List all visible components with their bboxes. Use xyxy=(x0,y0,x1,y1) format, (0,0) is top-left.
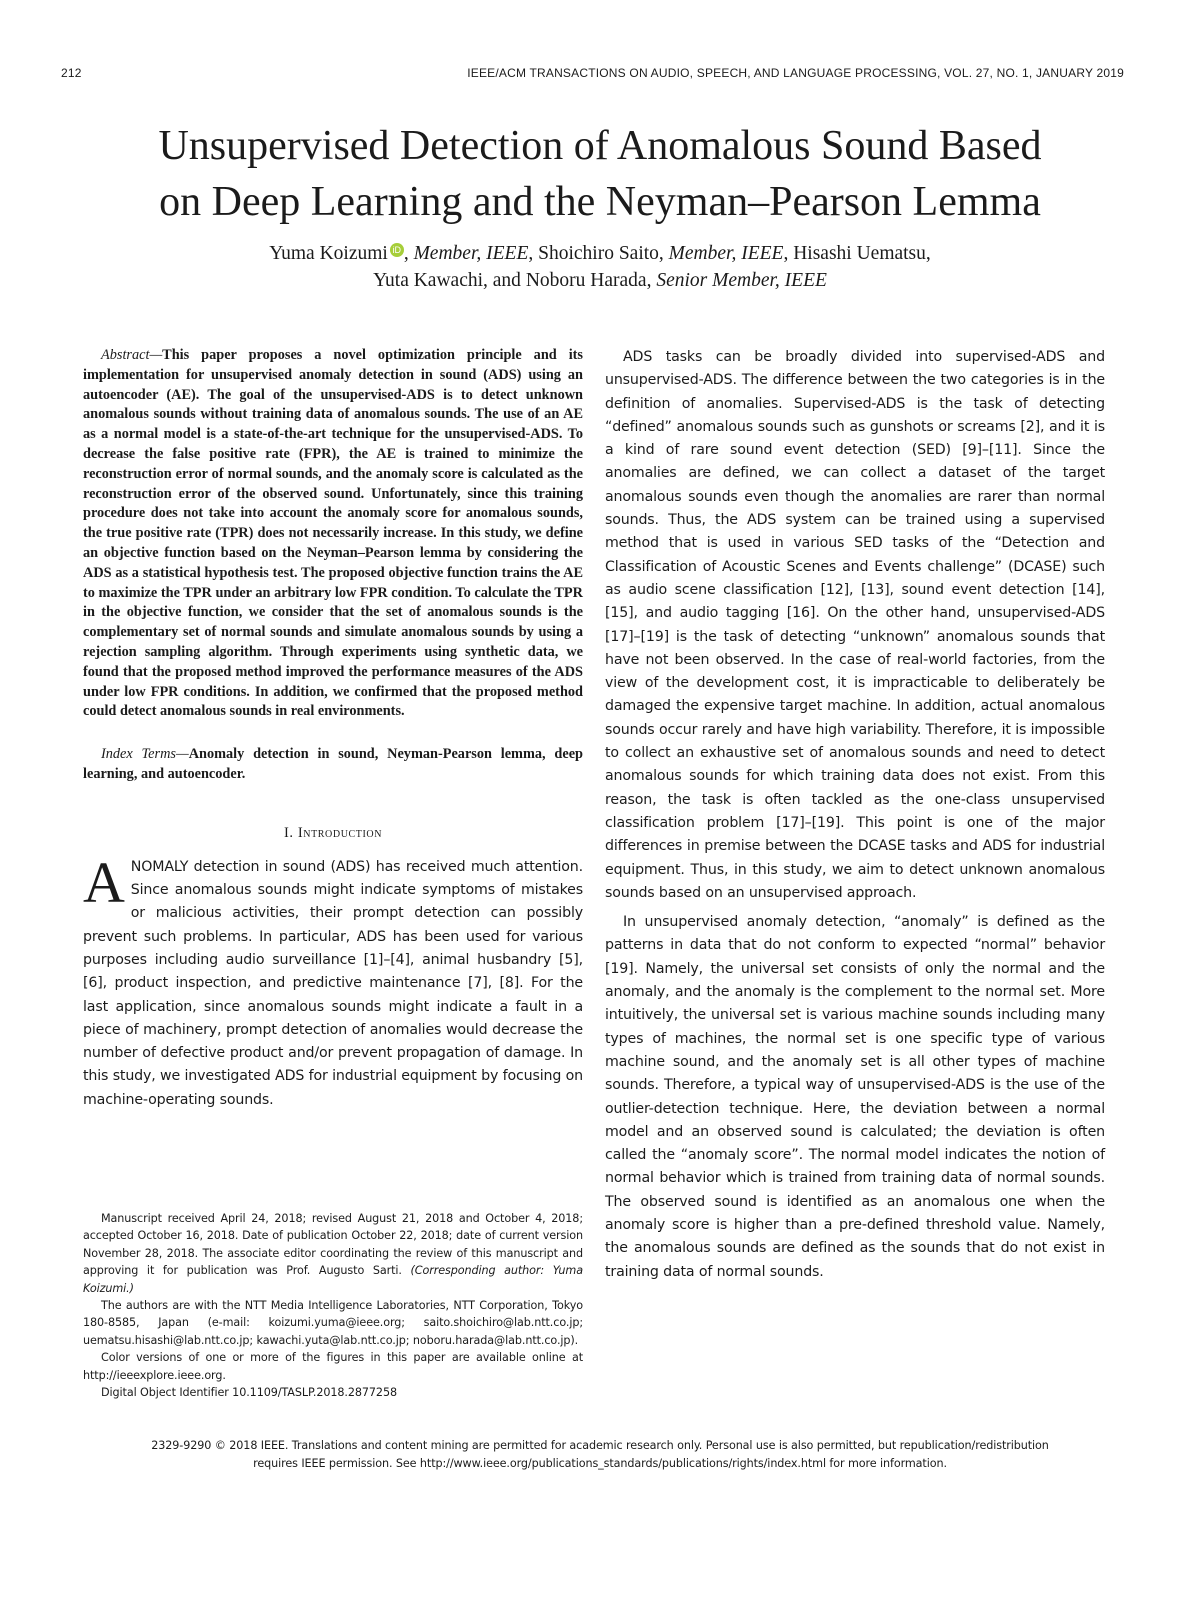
section-heading-introduction: I. Introduction xyxy=(283,824,383,841)
index-terms xyxy=(83,745,583,785)
title-line-2: on Deep Learning and the Neyman–Pearson Lemma xyxy=(159,179,1041,225)
author-name: Hisashi Uematsu, xyxy=(793,243,931,264)
abstract-label: Abstract— xyxy=(101,347,163,363)
author-name: Shoichiro Saito xyxy=(538,243,659,264)
right-column xyxy=(605,346,1105,1284)
copyright-line-2: requires IEEE permission. See http://www.ieee.org/publications_standards/publications/rights/index.html for more information. xyxy=(253,1457,947,1470)
abstract-text: This paper proposes a novel optimization principle and its implementation for unsupervised anomaly detection in sound (ADS) using an autoencoder (AE). The goal of the unsupervised-ADS is to detect unknown anomalous sounds without training data of anomalous sounds. The use of an AE as a normal model is a state-of-the-art technique for the unsupervised-ADS. To decrease the false positive rate (FPR), the AE is trained to minimize the reconstruction error of normal sounds, and the anomaly score is calculated as the reconstruction error of the observed sound. Unfortunately, since this training procedure does not take into account the anomaly score for anomalous sounds, the true positive rate (TPR) does not necessarily increase. In this study, we define an objective function based on the Neyman–Pearson lemma by considering the ADS as a statistical hypothesis test. The proposed objective function trains the AE to maximize the TPR under an arbitrary low FPR condition. To calculate the TPR in the objective function, we consider that the set of anomalous sounds is the complementary set of normal sounds and simulate anomalous sounds by using a rejection sampling algorithm. Through experiments using synthetic data, we found that the proposed method improved the performance measures of the ADS under low FPR conditions. In addition, we confirmed that the proposed method could detect anomalous sounds in real environments. xyxy=(83,347,583,720)
copyright-notice xyxy=(40,1437,1160,1473)
paper-title xyxy=(60,118,1140,230)
intro-paragraph-1-text: NOMALY detection in sound (ADS) has received much attention. Since anomalous sounds might indicate symptoms of mistakes or malicious activities, their prompt detection can possibly prevent such problems. In particular, ADS has been used for various purposes including audio surveillance [1]–[4], animal husbandry [5], [6], product inspection, and predictive maintenance [7], [8]. For the last application, since anomalous sounds might indicate a fault in a piece of machinery, prompt detection of anomalies would decrease the number of defective product and/or prevent propagation of damage. In this study, we investigated ADS for industrial equipment by focusing on machine-operating sounds. xyxy=(83,858,583,1108)
footnotes xyxy=(83,1210,583,1401)
author-role: Member, IEEE xyxy=(668,243,784,264)
index-terms-text: Anomaly detection in sound, Neyman-Pearson lemma, deep learning, and autoencoder. xyxy=(83,746,583,782)
footnote-affiliations: The authors are with the NTT Media Intelligence Laboratories, NTT Corporation, Tokyo 180-8585, Japan (e-mail: koizumi.yuma@ieee.org; saito.shoichiro@lab.ntt.co.jp; uematsu.hisashi@lab.ntt.co.jp; kawachi.yuta@lab.ntt.co.jp; noboru.harada@lab.ntt.co.jp). xyxy=(83,1299,583,1347)
intro-paragraph-3: In unsupervised anomaly detection, “anomaly” is defined as the patterns in data that do not conform to expected “normal” behavior [19]. Namely, the universal set consists of only the normal and the anomaly, and the anomaly is the complement to the normal set. More intuitively, the universal set is various machine sounds including many types of machines, the normal set is one specific type of various machine sound, and the anomaly set is all other types of machine sounds. Therefore, a typical way of unsupervised-ADS is the use of the outlier-detection technique. Here, the deviation between a normal model and an observed sound is calculated; the deviation is often called the “anomaly score”. The normal model indicates the notion of normal behavior which is trained from training data of normal sounds. The observed sound is identified as an anomalous one when the anomaly score is higher than a pre-defined threshold value. Namely, the anomalous sounds are defined as the sounds that do not exist in training data of normal sounds. xyxy=(605,914,1105,1280)
corresponding-author: (Corresponding author: Yuma Koizumi.) xyxy=(83,1264,583,1295)
journal-running-head: IEEE/ACM TRANSACTIONS ON AUDIO, SPEECH, AND LANGUAGE PROCESSING, VOL. 27, NO. 1, JANUARY 2019 xyxy=(467,66,1124,80)
author-name: Noboru Harada xyxy=(525,270,647,291)
author-list: Yuma Koizumi iD , Member, IEEE, Shoichiro Saito, Member, IEEE, Hisashi Uematsu, Yuta Kawachi, and Noboru Harada, Senior Member, IEEE xyxy=(269,243,931,291)
orcid-icon[interactable]: iD xyxy=(390,243,404,257)
author-role: Member, IEEE xyxy=(413,243,529,264)
footnote-color-figures: Color versions of one or more of the figures in this paper are available online at http://ieeexplore.ieee.org. xyxy=(83,1351,583,1382)
footnote-manuscript xyxy=(83,1210,583,1297)
author-name: Yuta Kawachi xyxy=(373,270,484,291)
author-role: Senior Member, IEEE xyxy=(656,270,827,291)
index-terms-label: Index Terms— xyxy=(101,746,189,763)
abstract xyxy=(83,346,583,722)
intro-paragraph-2: ADS tasks can be broadly divided into supervised-ADS and unsupervised-ADS. The difference between the two categories is in the definition of anomalies. Supervised-ADS is the task of detecting “defined” anomalous sounds such as gunshots or screams [2], and it is a kind of rare sound event detection (SED) [9]–[11]. Since the anomalies are defined, we can collect a dataset of the target anomalous sounds even though the anomalies are rarer than normal sounds. Thus, the ADS system can be trained using a supervised method that is used in various SED tasks of the “Detection and Classification of Acoustic Scenes and Events challenge” (DCASE) such as audio scene classification [12], [13], sound event detection [14], [15], and audio tagging [16]. On the other hand, unsupervised-ADS [17]–[19] is the task of detecting “unknown” anomalous sounds that have not been observed. In the case of real-world factories, from the view of the development cost, it is impracticable to deliberately be damaged the expensive target machine. In addition, actual anomalous sounds occur rarely and have high variability. Therefore, it is impossible to collect an exhaustive set of anomalous sounds and need to detect anomalous sounds for which training data does not exist. From this reason, the task is often tackled as the one-class unsupervised classification problem [17]–[19]. This point is one of the major differences in premise between the DCASE tasks and ADS for industrial equipment. Thus, in this study, we aim to detect unknown anomalous sounds based on an unsupervised approach. xyxy=(605,349,1105,901)
author-name: Yuma Koizumi xyxy=(269,243,388,264)
copyright-line-1: 2329-9290 © 2018 IEEE. Translations and content mining are permitted for academic research only. Personal use is also permitted, but republication/redistribution xyxy=(151,1439,1049,1452)
page-number: 212 xyxy=(61,66,82,80)
intro-paragraph-1 xyxy=(83,849,583,1112)
footnote-manuscript-text: Manuscript received April 24, 2018; revised August 21, 2018 and October 4, 2018; accepted October 16, 2018. Date of publication October 22, 2018; date of current version November 28, 2018. The associate editor coordinating the review of this manuscript and approving it for publication was Prof. Augusto Sarti. xyxy=(83,1212,583,1278)
footnote-doi: Digital Object Identifier 10.1109/TASLP.2018.2877258 xyxy=(101,1386,397,1400)
title-line-1: Unsupervised Detection of Anomalous Sound Based xyxy=(158,123,1042,169)
left-column xyxy=(83,346,583,1112)
drop-cap: A xyxy=(83,849,125,915)
